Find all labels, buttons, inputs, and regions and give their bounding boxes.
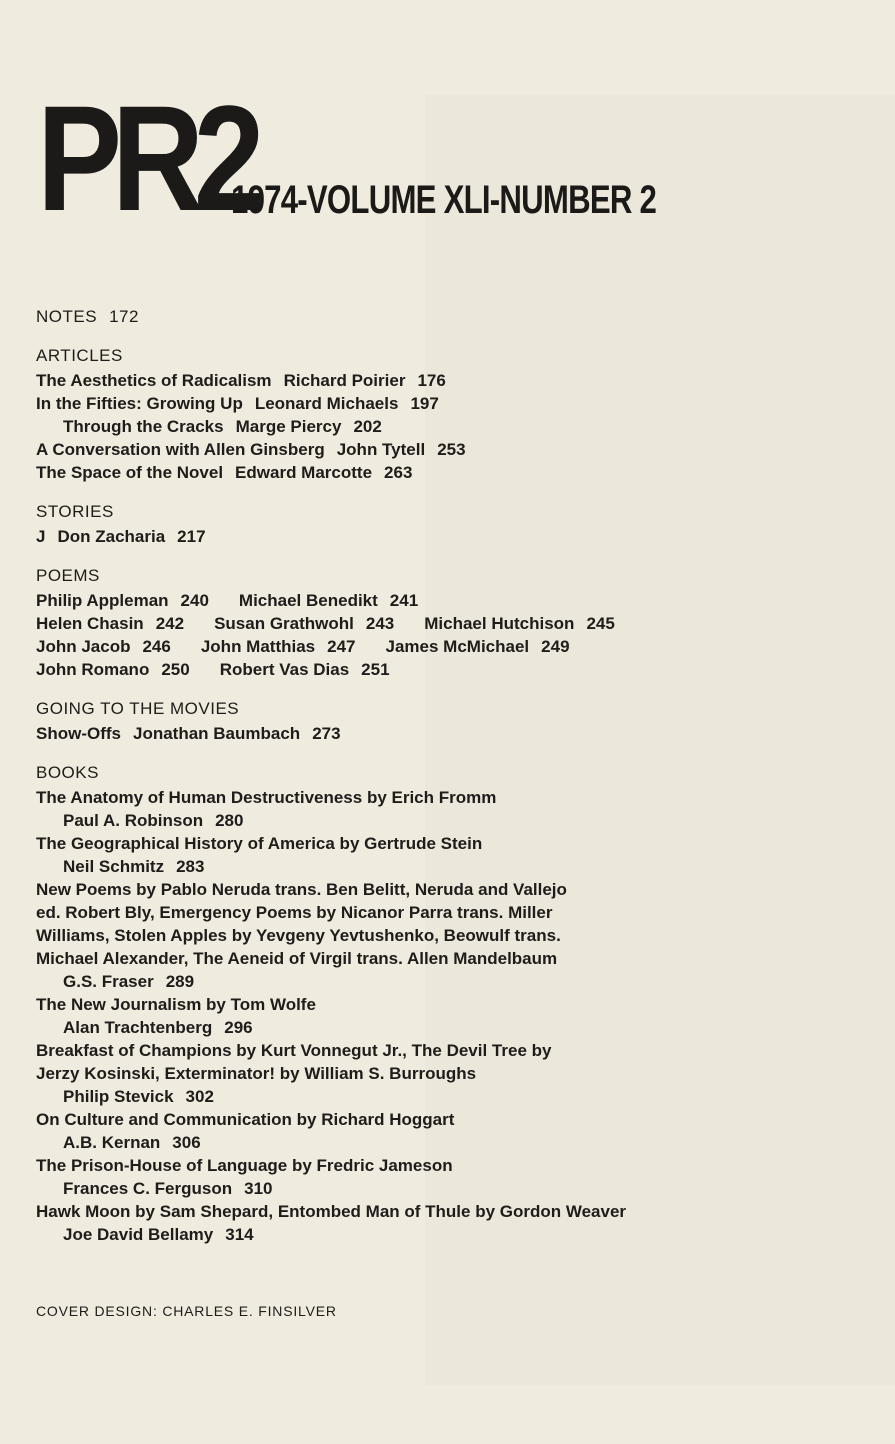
issue-line: 1974-VOLUME XLI-NUMBER 2 xyxy=(231,178,657,222)
book-title-line: The New Journalism by Tom Wolfe xyxy=(36,995,316,1014)
cover-credit: COVER DESIGN: CHARLES E. FINSILVER xyxy=(36,1303,337,1319)
page-number: 251 xyxy=(361,660,390,679)
section-poems xyxy=(36,564,836,681)
book-review-entry xyxy=(36,1039,836,1108)
entry-author: Edward Marcotte xyxy=(235,463,373,482)
page-number: 249 xyxy=(541,637,570,656)
page-number: 296 xyxy=(224,1018,253,1037)
book-review-entry xyxy=(36,993,836,1039)
reviewer-line xyxy=(36,1223,836,1246)
reviewer-name: Joe David Bellamy xyxy=(63,1225,214,1244)
section-heading: BOOKS xyxy=(36,763,99,782)
section-stories xyxy=(36,500,836,548)
poet-name: Michael Hutchison xyxy=(424,614,575,633)
entry-title: Show-Offs xyxy=(36,724,121,743)
section-heading: GOING TO THE MOVIES xyxy=(36,699,240,718)
page-number: 247 xyxy=(327,637,356,656)
book-review-entry xyxy=(36,878,836,993)
book-title-line: Williams, Stolen Apples by Yevgeny Yevtushenko, Beowulf trans. xyxy=(36,926,561,945)
book-title-line: New Poems by Pablo Neruda trans. Ben Belitt, Neruda and Vallejo xyxy=(36,880,567,899)
book-review-entry xyxy=(36,1200,836,1246)
poet-name: John Matthias xyxy=(200,637,316,656)
page-number: 172 xyxy=(109,307,139,326)
poet-name: John Romano xyxy=(36,660,150,679)
book-title-line: Breakfast of Champions by Kurt Vonnegut Jr., The Devil Tree by xyxy=(36,1041,552,1060)
poems-row xyxy=(36,658,836,681)
section-movies xyxy=(36,697,836,745)
entry-author: Leonard Michaels xyxy=(254,394,399,413)
toc-entry xyxy=(36,438,836,461)
entry-title: In the Fifties: Growing Up xyxy=(36,394,243,413)
page-number: 245 xyxy=(586,614,615,633)
reviewer-line xyxy=(36,1085,836,1108)
poet-name: James McMichael xyxy=(385,637,530,656)
reviewer-line xyxy=(36,1131,836,1154)
entry-author: John Tytell xyxy=(336,440,426,459)
poet-name: Helen Chasin xyxy=(36,614,144,633)
reviewer-name: Neil Schmitz xyxy=(63,857,165,876)
poet-name: John Jacob xyxy=(36,637,131,656)
entry-title: A Conversation with Allen Ginsberg xyxy=(36,440,325,459)
toc-entry xyxy=(36,722,836,745)
page-number: 197 xyxy=(410,394,439,413)
poet-name: Michael Benedikt xyxy=(238,591,378,610)
page-number: 241 xyxy=(389,591,419,610)
poet-name: Philip Appleman xyxy=(36,591,169,610)
page-number: 253 xyxy=(437,440,466,459)
page-number: 302 xyxy=(185,1087,214,1106)
section-articles xyxy=(36,344,836,484)
entry-title: J xyxy=(36,527,46,546)
poet-name: Robert Vas Dias xyxy=(219,660,350,679)
section-heading: ARTICLES xyxy=(36,346,123,365)
book-title-line: ed. Robert Bly, Emergency Poems by Nicanor Parra trans. Miller xyxy=(36,903,553,922)
reviewer-line xyxy=(36,1177,836,1200)
entry-author: Jonathan Baumbach xyxy=(133,724,301,743)
page-number: 246 xyxy=(142,637,171,656)
page-number: 314 xyxy=(225,1225,254,1244)
book-review-entry xyxy=(36,1154,836,1200)
page-number: 250 xyxy=(161,660,190,679)
reviewer-line xyxy=(36,809,836,832)
toc-entry xyxy=(36,415,836,438)
table-of-contents xyxy=(36,305,836,1262)
page-number: 202 xyxy=(353,417,382,436)
book-title-line: The Geographical History of America by Gertrude Stein xyxy=(36,834,483,853)
page-number: 242 xyxy=(155,614,185,633)
book-title-line: Jerzy Kosinski, Exterminator! by William S. Burroughs xyxy=(36,1064,477,1083)
page-number: 243 xyxy=(365,614,395,633)
book-title-line: Hawk Moon by Sam Shepard, Entombed Man of Thule by Gordon Weaver xyxy=(36,1202,627,1221)
entry-author: Richard Poirier xyxy=(283,371,406,390)
page-number: 310 xyxy=(244,1179,273,1198)
poems-row xyxy=(36,589,836,612)
page-number: 283 xyxy=(176,857,205,876)
reviewer-line xyxy=(36,855,836,878)
reviewer-name: A.B. Kernan xyxy=(63,1133,161,1152)
entry-author: Marge Piercy xyxy=(235,417,342,436)
toc-entry xyxy=(36,369,836,392)
page-number: 263 xyxy=(384,463,413,482)
section-heading: POEMS xyxy=(36,566,100,585)
poems-row xyxy=(36,612,836,635)
page-number: 240 xyxy=(180,591,209,610)
section-heading: STORIES xyxy=(36,502,114,521)
page-number: 289 xyxy=(165,972,195,991)
poet-name: Susan Grathwohl xyxy=(214,614,354,633)
poems-row xyxy=(36,635,836,658)
section-books xyxy=(36,761,836,1246)
notes-entry xyxy=(36,305,836,328)
reviewer-name: G.S. Fraser xyxy=(63,972,154,991)
toc-entry xyxy=(36,392,836,415)
reviewer-name: Philip Stevick xyxy=(63,1087,174,1106)
reviewer-line xyxy=(36,1016,836,1039)
reviewer-name: Paul A. Robinson xyxy=(63,811,204,830)
book-title-line: On Culture and Communication by Richard Hoggart xyxy=(36,1110,455,1129)
entry-title: The Space of the Novel xyxy=(36,463,224,482)
book-review-entry xyxy=(36,786,836,832)
book-title-line: The Anatomy of Human Destructiveness by Erich Fromm xyxy=(36,788,497,807)
toc-entry xyxy=(36,461,836,484)
page-number: 176 xyxy=(417,371,446,390)
book-title-line: Michael Alexander, The Aeneid of Virgil trans. Allen Mandelbaum xyxy=(36,949,558,968)
book-review-entry xyxy=(36,1108,836,1154)
section-notes xyxy=(36,305,836,328)
entry-title: The Aesthetics of Radicalism xyxy=(36,371,272,390)
book-review-entry xyxy=(36,832,836,878)
section-heading: NOTES xyxy=(36,307,98,326)
page-number: 280 xyxy=(215,811,244,830)
journal-logo: PR2 xyxy=(37,74,255,242)
toc-entry xyxy=(36,525,836,548)
page-number: 273 xyxy=(312,724,341,743)
entry-title: Through the Cracks xyxy=(63,417,224,436)
page-number: 306 xyxy=(172,1133,201,1152)
book-title-line: The Prison-House of Language by Fredric Jameson xyxy=(36,1156,453,1175)
entry-author: Don Zacharia xyxy=(57,527,166,546)
reviewer-name: Frances C. Ferguson xyxy=(63,1179,233,1198)
page-number: 217 xyxy=(177,527,206,546)
reviewer-line xyxy=(36,970,836,993)
reviewer-name: Alan Trachtenberg xyxy=(63,1018,213,1037)
